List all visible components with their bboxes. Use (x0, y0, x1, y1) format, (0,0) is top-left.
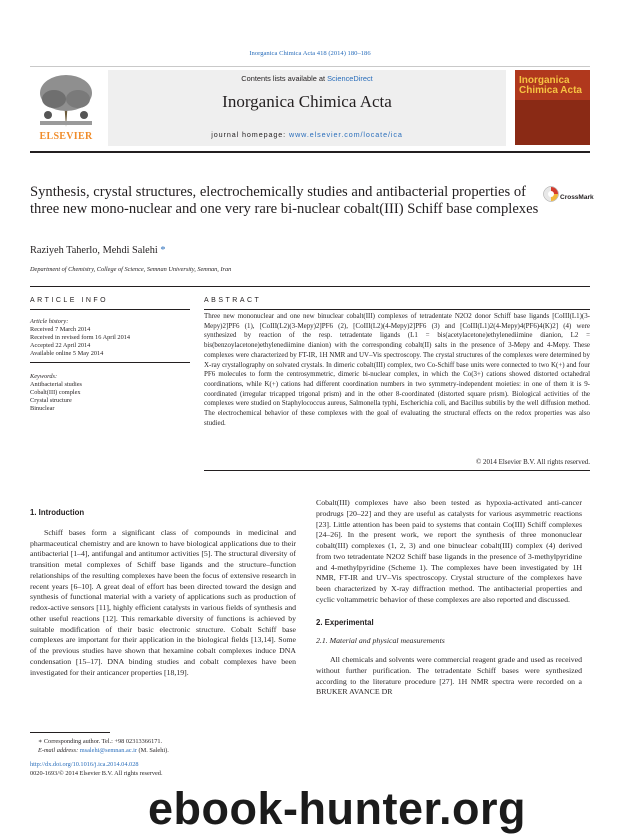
footnote: ∗ Corresponding author. Tel.: +98 02313366171. E-mail address: msalehi@semnan.ac.ir (M. Salehi). (38, 737, 298, 755)
journal-cover-image (515, 70, 590, 145)
history-label: Article history: (30, 318, 69, 325)
email-label: E-mail address: (38, 747, 80, 755)
crossmark-label[interactable]: CrossMark (560, 194, 594, 201)
intro-paragraph: Schiff bases form a significant class of compounds in medicinal and pharmaceutical chemistry and are known to have biological applications due to their antibacterial [1–4], antifungal and antitumor activities [5]. The structural diversity of transition metal complexes of Schiff base ligands and the structure–function relationships of the resulting complexes have been the focus of extensive research in recent years [6–10]. A great deal of effort has been directed toward the design and synthesis of functional material with a variety of applications such as production of redox-active sensors [11], highly efficient catalysts in various fields of synthesis and other useful reactions [12]. This remarkable diversity of functions is achieved by suitable modification of their basic electronic structure. Cobalt Schiff base complexes are important for their application in the biological fields [13,14]. Some of the previous studies have shown that hexamine cobalt complexes induce DNA condensation [15–17]. DNA binding studies and cobalt complexes have been investigated for their anticancer properties [18,19]. (30, 527, 296, 677)
authors: Raziyeh Taherlo, Mehdi Salehi * (30, 245, 166, 256)
header-bottom-rule (30, 151, 590, 153)
body-column-right (316, 498, 582, 698)
article-history (30, 318, 190, 358)
body-paragraph: Cobalt(III) complexes have also been tested as hypoxia-activated anti-cancer prodrugs [20–22] and they are useful as catalysts for various asymmetric reactions [23]. Little attention has been paid to systems that contain Co(III) Schiff complexes [24–26]. In the present work, we report the synthesis of three mononuclear cobalt(III) complexes (1, 2, 3) and one binuclear cobalt(III) complex (4) derived from two tetradentate N2O2 Schiff base ligands in the presence of 3-methylpyridine and 4-methylpyridine (Scheme 1). The complexes have been investigated by 1H NMR, FT-IR and UV–Vis spectroscopy. Crystal structure of the complexes have been characterized by X-ray diffraction method. The antibacterial properties and cyclic voltammetric behavior of these complexes are also reported and discussed. (316, 498, 582, 604)
info-divider (30, 362, 190, 363)
separator (30, 286, 590, 287)
corresponding-author-note: ∗ Corresponding author. Tel.: +98 02313366171. (38, 738, 163, 745)
article-info-rule (30, 309, 190, 310)
keyword: Crystal structure (30, 396, 72, 404)
doi-link[interactable]: http://dx.doi.org/10.1016/j.ica.2014.04.028 (30, 761, 139, 768)
abstract-rule (204, 309, 590, 310)
watermark-text: ebook-hunter.org (148, 783, 526, 834)
affiliation: Department of Chemistry, College of Science, Semnan University, Semnan, Iran (30, 266, 232, 273)
body-column-left (30, 508, 296, 678)
footnote-rule (30, 732, 110, 733)
experimental-paragraph: All chemicals and solvents were commercial reagent grade and used as received without further purification. The tetradentate Schiff bases were synthesized according to the literature procedure [27]. 1H NMR spectra were recorded on a BRUKER AVANCE DR (316, 655, 582, 697)
cover-shade (515, 100, 590, 145)
copyright: © 2014 Elsevier B.V. All rights reserved. (475, 458, 590, 466)
section-heading-experimental: 2. Experimental (316, 617, 374, 627)
homepage-link[interactable]: www.elsevier.com/locate/ica (288, 130, 403, 139)
section-heading-introduction: 1. Introduction (30, 508, 85, 517)
header-top-rule (30, 66, 590, 67)
keyword: Antibacterial studies (30, 380, 82, 388)
history-item: Received in revised form 16 April 2014 (30, 333, 131, 341)
issn-line: 0020-1693/© 2014 Elsevier B.V. All rights reserved. (30, 770, 163, 777)
corresponding-author-mark[interactable]: * (160, 245, 166, 256)
abstract-bottom-rule (204, 470, 590, 471)
article-title: Synthesis, crystal structures, electrochemically studies and antibacterial properties of three new mono-nuclear and one very rare bi-nuclear cobalt(III) Schiff base complexes (30, 184, 539, 218)
journal-reference[interactable]: Inorganica Chimica Acta 418 (2014) 180–186 (249, 50, 371, 57)
crossmark-icon[interactable] (543, 186, 559, 202)
keyword: Binuclear (30, 404, 55, 412)
keyword: Cobalt(III) complex (30, 388, 81, 396)
article-info-heading: ARTICLE INFO (30, 297, 109, 304)
history-item: Received 7 March 2014 (30, 325, 91, 333)
keywords-label: Keywords: (30, 373, 58, 380)
history-item: Accepted 22 April 2014 (30, 341, 91, 349)
sciencedirect-link[interactable]: ScienceDirect (327, 74, 373, 83)
journal-title: Inorganica Chimica Acta (222, 92, 392, 111)
email-link[interactable]: msalehi@semnan.ac.ir (79, 747, 137, 755)
history-item: Available online 5 May 2014 (30, 349, 104, 357)
contents-line: Contents lists available at ScienceDirect (241, 74, 373, 83)
publisher-logo-text: ELSEVIER (39, 131, 93, 142)
subsection-heading: 2.1. Material and physical measurements (316, 636, 445, 646)
keywords (30, 373, 190, 413)
journal-homepage: journal homepage: www.elsevier.com/locate/ica (211, 130, 403, 139)
cover-title: Inorganica Chimica Acta (519, 75, 582, 96)
abstract-heading: ABSTRACT (204, 297, 262, 304)
abstract-text: Three new mononuclear and one new binuclear cobalt(III) complexes of tetradentate N2O2 donor Schiff base ligands [CoIII(L1)(3-Mepy)2]PF6 (1), [CoIII(L2)(3-Mepy)2]PF6 (2), [CoIII(L2)(4-Mepy)2]PF6 (3) and [CoIII(L1)2(4-Mepy)4(PF6)4(K)2] (4) were synthesized by reaction of the resp. tetradentate ligands (L1 = bis(acetylacetone)ethylenediimine dianion, L2 = bis(benzoylacetone)ethylenediimine dianion) with the corresponding cobalt(II) salts in the presence of 3-Mepy and 4-Mepy. These complexes were characterized by FT-IR, 1H NMR and UV–Vis spectroscopy. The crystal structures of the complexes were determined by X-ray crystallography on solvated crystals. In dimeric cobalt(III) complex, two Co-Schiff base units were connected to two K(+) and four PF6 molecules to form the centrosymmetric, dimeric bi-nuclear complex, in which the Co(3+) cations showed distorted octahedral coordinations, while K(+) cations had different coordination numbers in two symmetry-independent moieties: in one of them it is 9-coordinated (irregular tricapped trigonal prism) and in the other 8-coordinated (distorted square prism). Biological activities of the complexes were studied on Staphylococcus aureus, Salmonella typhi, Escherichia coli, and Bacillus subtilis by the well diffusion method. The electrochemical behavior of these complexes with the goal of evaluating the structural effects on the redox properties was also studied. (204, 312, 590, 427)
